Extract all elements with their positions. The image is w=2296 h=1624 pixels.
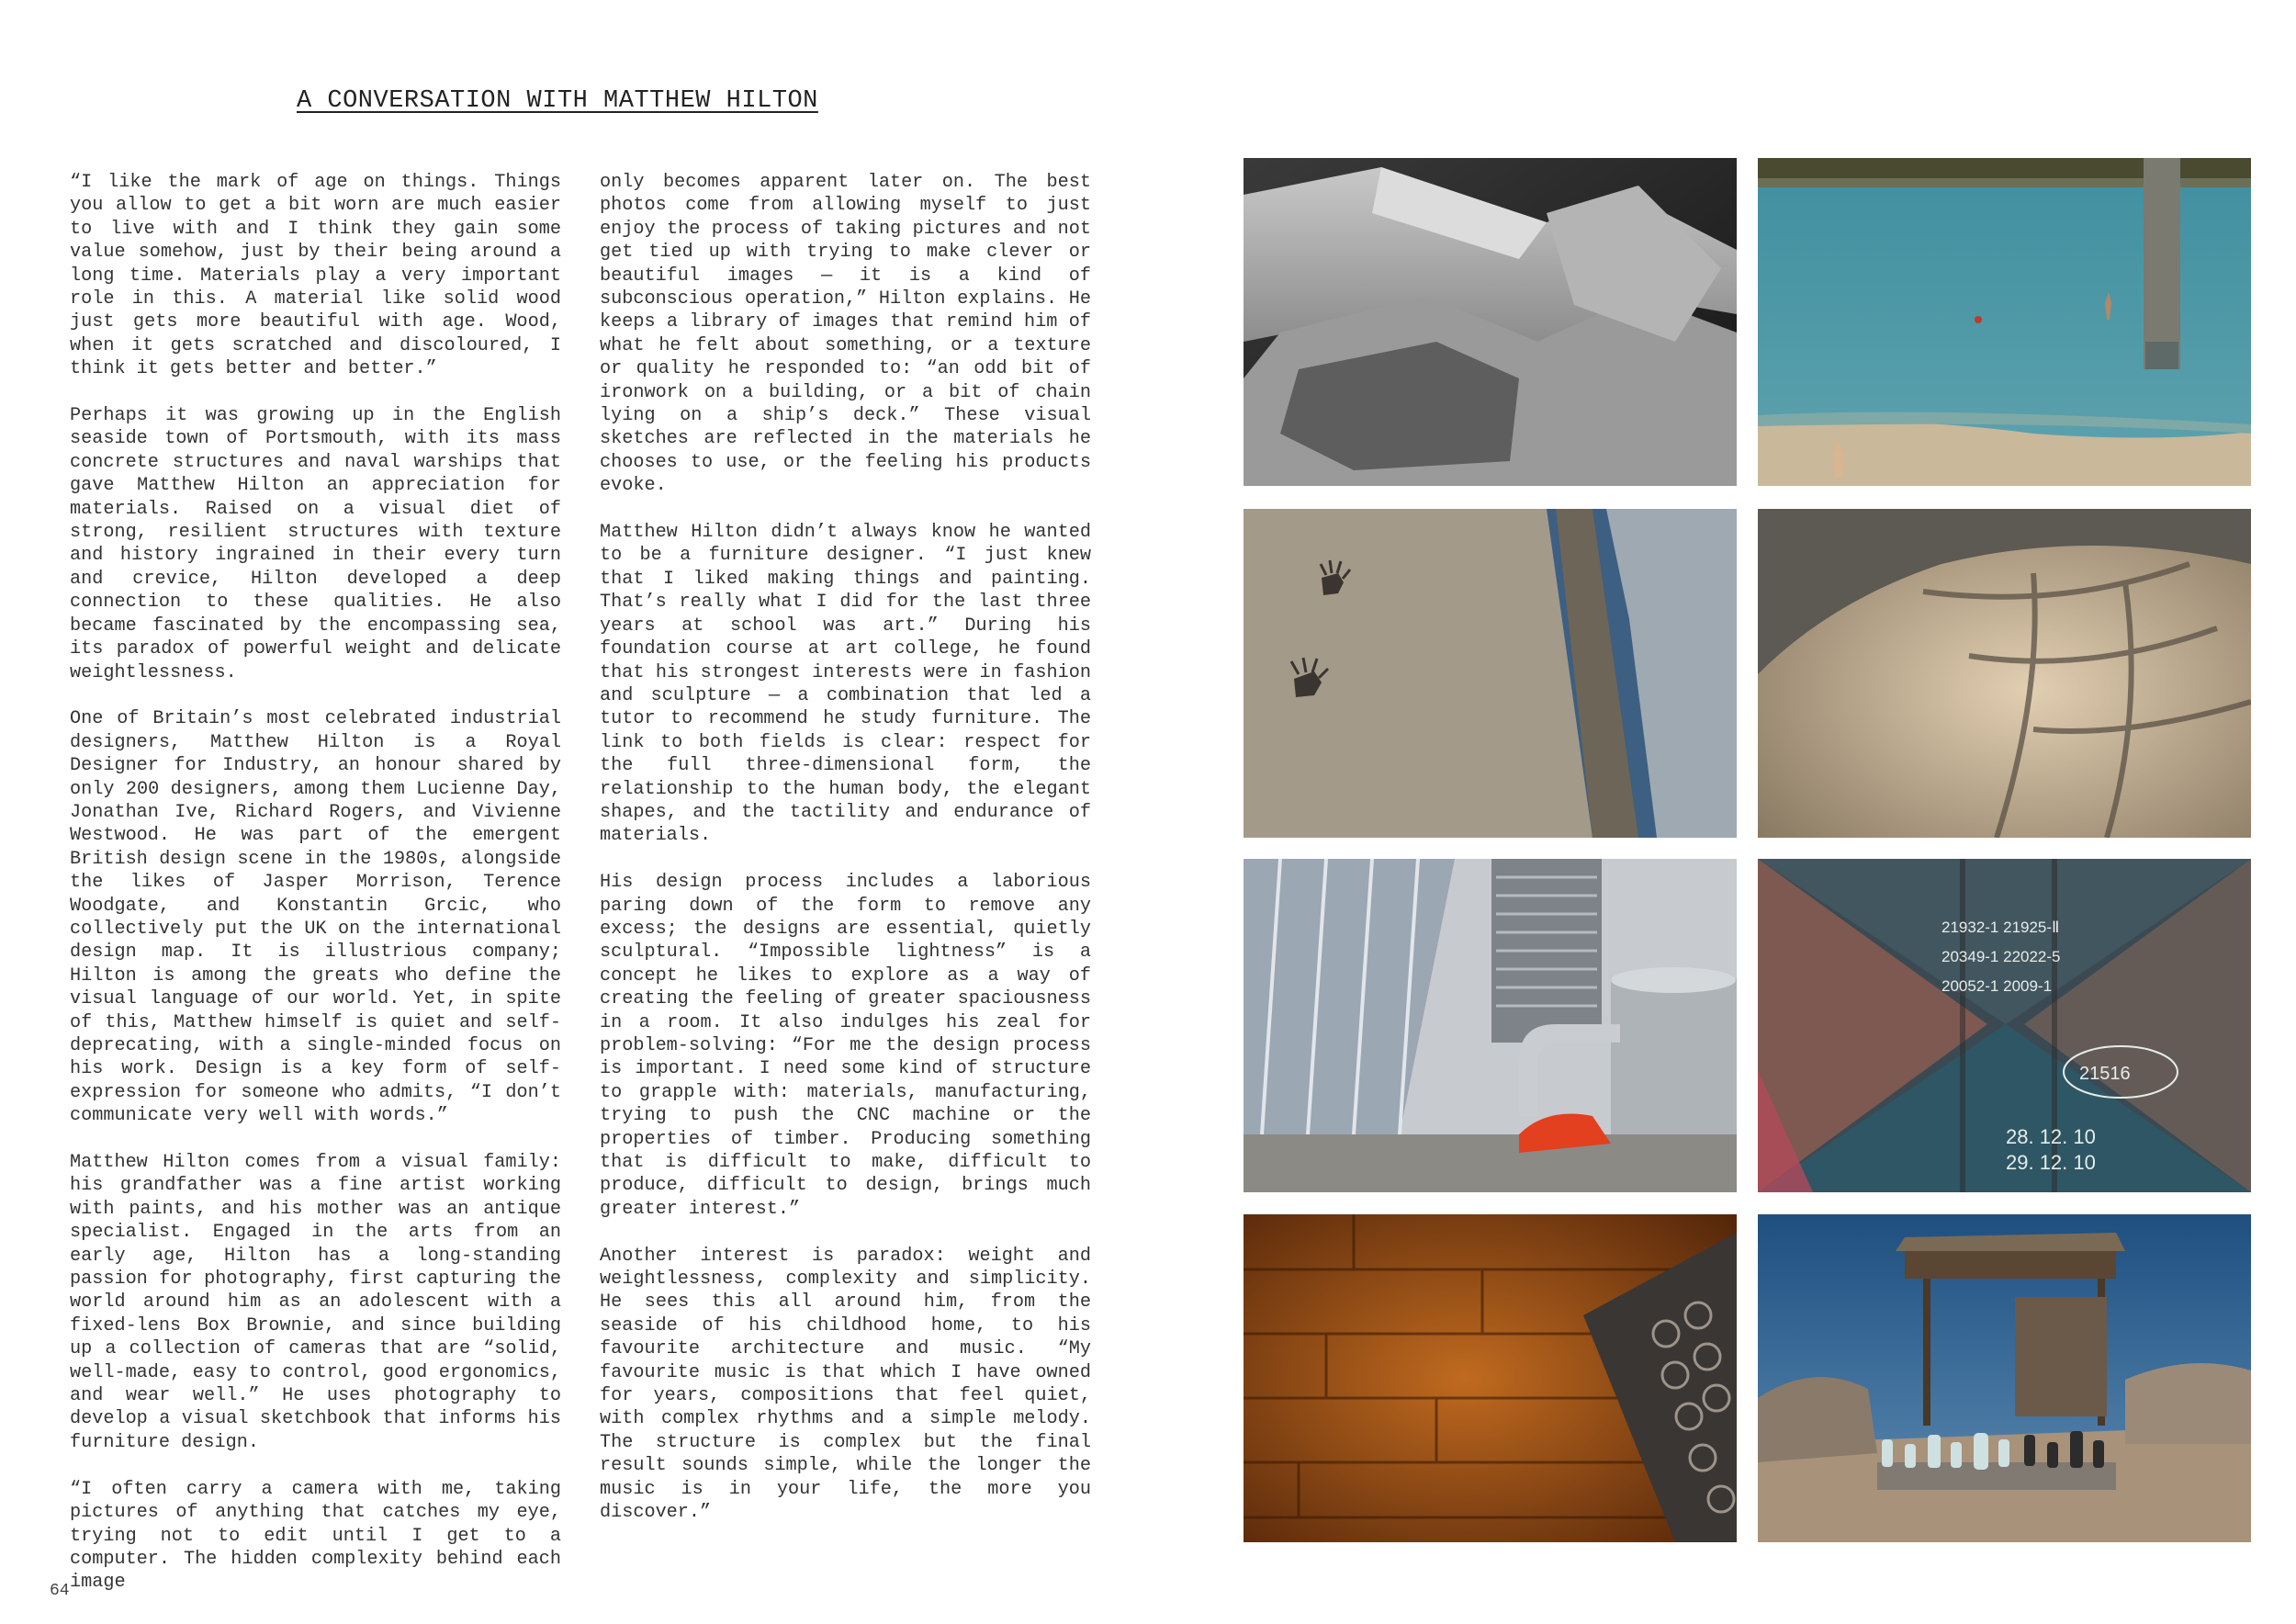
photo-rooftop-vents	[1244, 859, 1737, 1192]
photo-handprints-ledge	[1244, 509, 1737, 838]
paragraph: Matthew Hilton didn’t always know he wanted to be a furniture designer. “I just knew that I liked making things and painting. That’s really what I did for the last three years at school was art.” During his foundation course at art college, he found that his strongest interests were in fashion and sculpture — a combination that led a tutor to recommend he study furniture. The link to both fields is clear: respect for the full three-dimensional form, the relationship to the human body, the elegant shapes, and the tactility and endurance of materials.	[600, 522, 1091, 847]
paragraph: “I like the mark of age on things. Things you allow to get a bit worn are much easier to live with and I think they gain some value somehow, just by their being around a long time. Materials play a very important role in this. A material like solid wood just gets more beautiful with age. Wood, when it gets scratched and discoloured, I think it gets better and better.”	[70, 172, 561, 380]
board-writing-row2: 20349-1 22022-5	[1941, 948, 2061, 965]
paragraph: One of Britain’s most celebrated industrial designers, Matthew Hilton is a Royal Designer for Industry, an honour shared by only 200 designers, among them Lucienne Day, Jonathan Ive, Richard Rogers, and Vivienne Westwood. He was part of the emergent British design scene in the 1980s, alongside the likes of Jasper Morrison, Terence Woodgate, and Konstantin Grcic, who collectively put the UK on the international design map. It is illustrious company; Hilton is among the greats who define the visual language of our world. Yet, in spite of this, Matthew himself is quiet and self-deprecating, with a single-minded focus on his work. Design is a key form of self-expression for someone who admits, “I don’t communicate very well with words.”	[70, 708, 561, 1127]
paragraph: only becomes apparent later on. The best photos come from allowing myself to just enjoy the process of taking pictures and not get tied up with trying to make clever or beautiful images — it is a kind of subconscious operation,” Hilton explains. He keeps a library of images that remind him of what he felt about something, or a texture or quality he responded to: “an odd bit of ironwork on a building, or a bit of chain lying on a ship’s deck.” These visual sketches are reflected in the materials he chooses to use, or the feeling his products evoke.	[600, 172, 1091, 497]
board-circled-number: 21516	[2079, 1064, 2131, 1084]
paragraph: Perhaps it was growing up in the English seaside town of Portsmouth, with its mass concrete structures and naval warships that gave Matthew Hilton an appreciation for materials. Raised on a visual diet of strong, resilient structures with texture and history ingrained in their every turn and crevice, Hilton developed a deep connection to these qualities. He also became fascinated by the encompassing sea, its paradox of powerful weight and delicate weightlessness.	[70, 405, 561, 683]
page-number: 64	[50, 1582, 70, 1600]
board-writing-row1: 21932-1 21925-Ⅱ	[1941, 919, 2060, 936]
photo-chalk-board	[1758, 859, 2251, 1192]
text-column-right	[600, 171, 1091, 1548]
photo-wood-floor-grate	[1244, 1214, 1737, 1542]
board-date-1: 28. 12. 10	[2006, 1125, 2096, 1148]
article-title: A CONVERSATION WITH MATTHEW HILTON	[297, 87, 818, 115]
photo-concrete-sculpture	[1244, 158, 1737, 486]
board-writing-row3: 20052-1 2009-1	[1941, 977, 2053, 995]
photo-beach-shack-bottles	[1758, 1214, 2251, 1542]
photo-lake-pillar	[1758, 158, 2251, 486]
photo-shadow-grid	[1758, 509, 2251, 838]
paragraph: “I often carry a camera with me, taking pictures of anything that catches my eye, trying not to edit until I get to a computer. The hidden complexity behind each image	[70, 1478, 561, 1594]
paragraph: His design process includes a laborious paring down of the form to remove any excess; the designs are essential, quietly sculptural. “Impossible lightness” is a concept he likes to explore as a way of creating the feeling of greater spaciousness in a room. It also indulges his zeal for problem-solving: “For me the design process is important. I need some kind of structure to grapple with: materials, manufacturing, trying to push the CNC machine or the properties of timber. Producing something that is difficult to make, difficult to produce, difficult to design, brings much greater interest.”	[600, 872, 1091, 1220]
paragraph: Another interest is paradox: weight and weightlessness, complexity and simplicity. He sees this all around him, from the seaside of his childhood home, to his favourite architecture and music. “My favourite music is that which I have owned for years, compositions that feel quiet, with complex rhythms and a simple melody. The structure is complex but the final result sounds simple, while the longer the music is in your life, the more you discover.”	[600, 1245, 1091, 1524]
text-column-left	[70, 171, 561, 1618]
paragraph: Matthew Hilton comes from a visual family: his grandfather was a fine artist working with paints, and his mother was an antique specialist. Engaged in the arts from an early age, Hilton has a long-standing passion for photography, first capturing the world around him as an adolescent with a fixed-lens Box Brownie, and since building up a collection of cameras that are “solid, well-made, easy to control, good ergonomics, and wear well.” He uses photography to develop a visual sketchbook that informs his furniture design.	[70, 1152, 561, 1453]
board-date-2: 29. 12. 10	[2006, 1151, 2096, 1174]
